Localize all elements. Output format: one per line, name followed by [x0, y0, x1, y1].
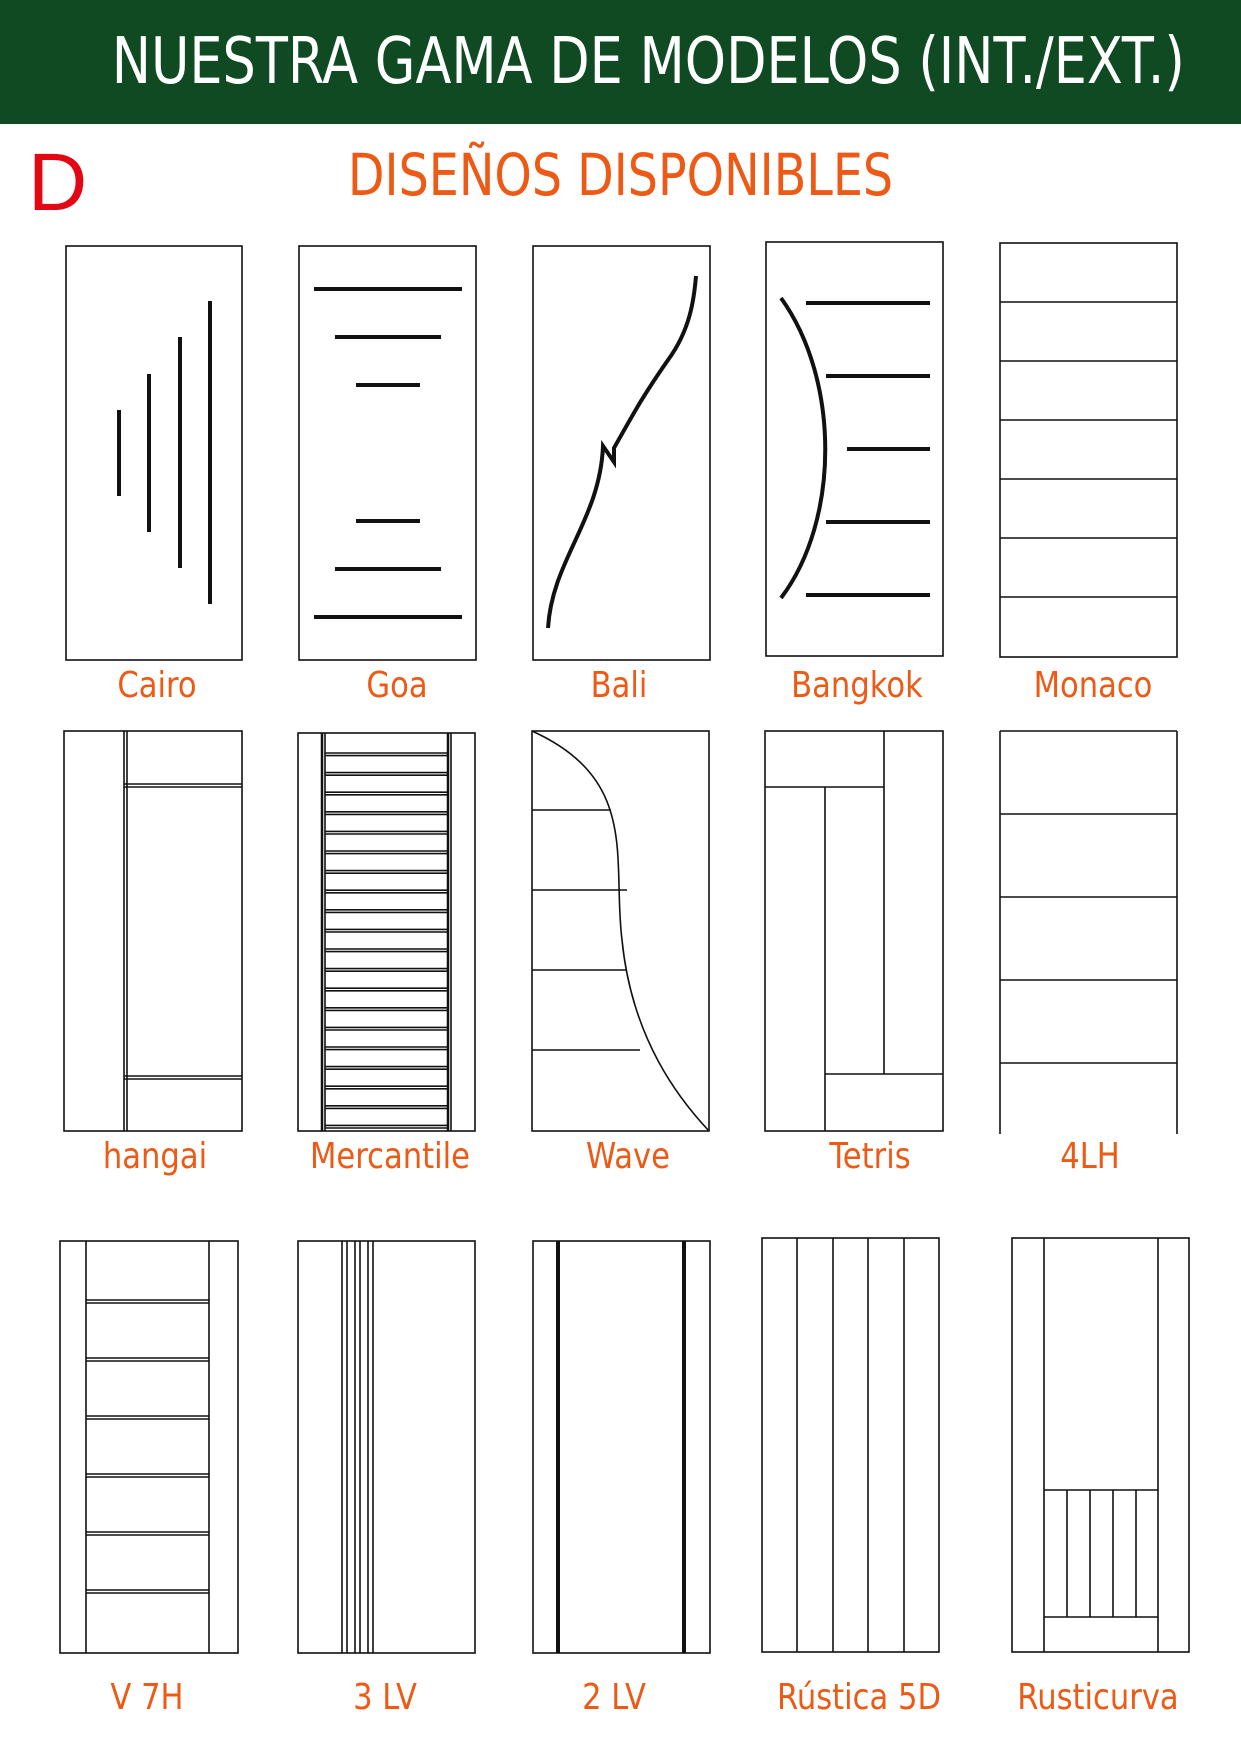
door-drawing-bangkok: [766, 242, 943, 656]
door-drawing-rustica-5d: [762, 1238, 939, 1652]
model-label-2lv: 2 LV: [582, 1677, 646, 1718]
model-label-goa: Goa: [366, 665, 428, 706]
door-drawing-wave: [532, 731, 709, 1131]
model-label-bali: Bali: [590, 665, 648, 706]
model-label-tetris: Tetris: [829, 1136, 911, 1177]
door-drawing-cairo: [66, 246, 242, 660]
section-letter: D: [28, 137, 88, 228]
section-title: DISEÑOS DISPONIBLES: [347, 141, 894, 209]
door-drawing-hangai: [64, 731, 242, 1131]
door-drawing-bali: [533, 246, 710, 660]
model-label-rusticurva: Rusticurva: [1017, 1677, 1179, 1718]
door-drawing-rusticurva: [1012, 1238, 1189, 1652]
model-label-bangkok: Bangkok: [791, 665, 923, 706]
door-drawing-v7h: [60, 1241, 238, 1653]
model-label-cairo: Cairo: [117, 665, 197, 706]
door-drawing-mercantile: [298, 733, 475, 1131]
door-drawing-4lh: [1000, 731, 1177, 1134]
door-drawing-3lv: [298, 1241, 475, 1653]
model-label-v7h: V 7H: [110, 1677, 184, 1718]
model-label-mercantile: Mercantile: [310, 1136, 470, 1177]
door-drawing-tetris: [765, 731, 943, 1131]
door-drawing-goa: [299, 246, 476, 660]
model-label-wave: Wave: [586, 1136, 670, 1177]
model-label-3lv: 3 LV: [353, 1677, 417, 1718]
page-title: NUESTRA GAMA DE MODELOS (INT./EXT.): [111, 25, 1185, 99]
model-label-hangai: hangai: [102, 1136, 208, 1177]
door-drawing-monaco: [1000, 243, 1177, 657]
model-label-4lh: 4LH: [1060, 1136, 1120, 1177]
model-label-monaco: Monaco: [1033, 665, 1153, 706]
model-label-rustica-5d: Rústica 5D: [776, 1677, 942, 1718]
door-drawing-2lv: [533, 1241, 710, 1653]
